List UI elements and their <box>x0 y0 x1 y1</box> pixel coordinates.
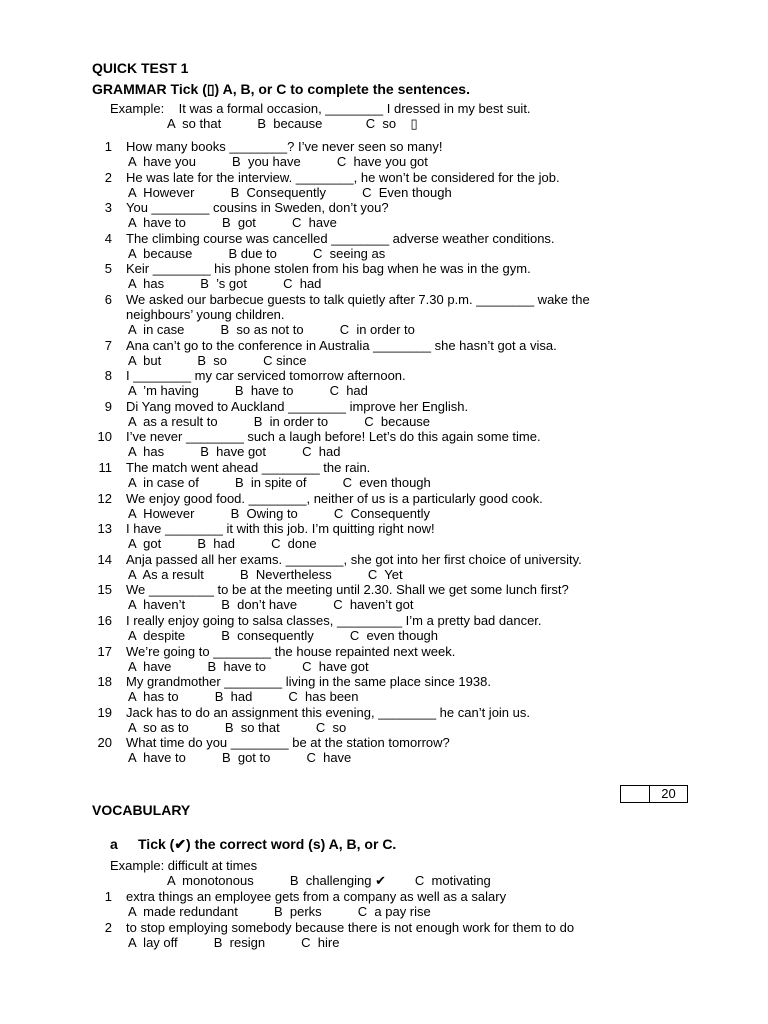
question-number: 10 <box>97 429 112 445</box>
answer-options[interactable]: A ’m having B have to C had <box>128 383 368 399</box>
question-text: Anja passed all her exams. ________, she got into her first choice of university. <box>126 551 582 567</box>
question-text: The climbing course was cancelled ________ adverse weather conditions. <box>126 230 555 246</box>
answer-options[interactable]: A haven’t B don’t have C haven’t got <box>128 597 414 613</box>
answer-options[interactable]: A have B have to C have got <box>128 658 369 674</box>
question-text: Keir ________ his phone stolen from his bag when he was in the gym. <box>126 261 531 277</box>
item-number: 2 <box>104 920 112 935</box>
item-number: 1 <box>104 889 112 904</box>
answer-options[interactable]: A in case B so as not to C in order to <box>128 322 415 337</box>
question-text: How many books ________? I’ve never seen so many! <box>126 139 443 154</box>
answer-options[interactable]: A so as to B so that C so <box>128 719 347 735</box>
item-definition: extra things an employee gets from a company as well as a salary <box>126 889 507 904</box>
question-text: Di Yang moved to Auckland ________ improve her English. <box>126 398 469 414</box>
question-text: We _________ to be at the meeting until 2.30. Shall we get some lunch first? <box>126 582 569 598</box>
question-text: We’re going to ________ the house repainted next week. <box>126 643 456 659</box>
answer-options[interactable]: A However B Consequently C Even though <box>128 184 452 200</box>
question-number: 20 <box>97 735 112 751</box>
vocabulary-section-a-heading <box>110 836 396 853</box>
question-text: We asked our barbecue guests to talk quietly after 7.30 p.m. ________ wake the neighbours’ young children. <box>126 292 590 322</box>
answer-options[interactable]: A despite B consequently C even though <box>128 628 439 643</box>
answer-options[interactable]: A have to B got to C have <box>128 750 352 766</box>
question-text: Jack has to do an assignment this evening, ________ he can’t join us. <box>126 704 530 720</box>
answer-options[interactable]: A because B due to C seeing as <box>128 245 386 261</box>
grammar-example-sentence: Example: It was a formal occasion, ________ I dressed in my best suit. <box>110 101 531 116</box>
question-text: I have ________ it with this job. I’m quitting right now! <box>126 521 435 537</box>
question-text: I’ve never ________ such a laugh before! Let’s do this again some time. <box>126 429 541 445</box>
answer-options[interactable]: A has to B had C has been <box>128 689 359 705</box>
question-text: What time do you ________ be at the station tomorrow? <box>126 735 450 751</box>
score-total: 20 <box>661 786 676 801</box>
question-number: 2 <box>104 169 112 185</box>
question-number: 12 <box>97 490 112 506</box>
answer-options[interactable]: A However B Owing to C Consequently <box>128 505 431 521</box>
item-definition: to stop employing somebody because there is not enough work for them to do <box>126 920 575 935</box>
answer-options[interactable]: A made redundant B perks C a pay rise <box>128 904 431 919</box>
question-number: 11 <box>98 460 112 475</box>
question-number: 13 <box>97 521 112 537</box>
question-text: My grandmother ________ living in the same place since 1938. <box>126 674 491 690</box>
question-number: 3 <box>104 200 112 216</box>
answer-options[interactable]: A has B ’s got C had <box>128 276 322 292</box>
grammar-instruction: GRAMMAR Tick (▯) A, B, or C to complete the sentences. <box>92 81 470 97</box>
question-number: 4 <box>104 230 112 246</box>
question-number: 8 <box>104 368 112 384</box>
question-number: 5 <box>104 261 112 277</box>
answer-options[interactable]: A but B so C since <box>128 352 307 368</box>
question-number: 17 <box>97 643 112 659</box>
score-blank-cell[interactable] <box>621 786 650 802</box>
answer-options[interactable]: A lay off B resign C hire <box>128 935 340 950</box>
answer-options[interactable]: A in case of B in spite of C even though <box>128 475 431 490</box>
section-instruction: Tick (✔) the correct word (s) A, B, or C. <box>138 836 397 852</box>
question-number: 15 <box>97 582 112 598</box>
question-number: 6 <box>104 292 112 307</box>
vocabulary-heading: VOCABULARY <box>92 802 191 818</box>
answer-options[interactable]: A got B had C done <box>128 536 317 552</box>
question-number: 14 <box>97 551 112 567</box>
question-text: He was late for the interview. ________, he won’t be considered for the job. <box>126 169 560 185</box>
grammar-example-options: A so that B because C so ▯ <box>167 116 418 131</box>
question-text: I really enjoy going to salsa classes, _________ I’m a pretty bad dancer. <box>126 613 542 628</box>
page-title: QUICK TEST 1 <box>92 60 189 76</box>
question-text: We enjoy good food. ________, neither of us is a particularly good cook. <box>126 490 543 506</box>
question-number: 9 <box>104 398 112 414</box>
question-number: 1 <box>104 139 112 154</box>
question-text: You ________ cousins in Sweden, don’t you? <box>126 200 389 216</box>
question-number: 16 <box>97 613 112 628</box>
vocabulary-example-options: A monotonous B challenging ✔ C motivating <box>167 873 491 888</box>
question-number: 19 <box>97 704 112 720</box>
section-label: a <box>110 836 118 852</box>
answer-options[interactable]: A as a result to B in order to C because <box>128 413 431 429</box>
answer-options[interactable]: A has B have got C had <box>128 444 341 460</box>
question-number: 7 <box>104 337 112 353</box>
vocabulary-example-label: Example: difficult at times <box>110 858 258 873</box>
score-box <box>620 785 688 803</box>
question-text: The match went ahead ________ the rain. <box>126 460 371 475</box>
question-number: 18 <box>97 674 112 690</box>
question-text: I ________ my car serviced tomorrow afternoon. <box>126 368 406 384</box>
answer-options[interactable]: A have to B got C have <box>128 215 337 231</box>
question-text: Ana can’t go to the conference in Australia ________ she hasn’t got a visa. <box>126 337 557 353</box>
answer-options[interactable]: A As a result B Nevertheless C Yet <box>128 566 403 582</box>
answer-options[interactable]: A have you B you have C have you got <box>128 154 428 169</box>
